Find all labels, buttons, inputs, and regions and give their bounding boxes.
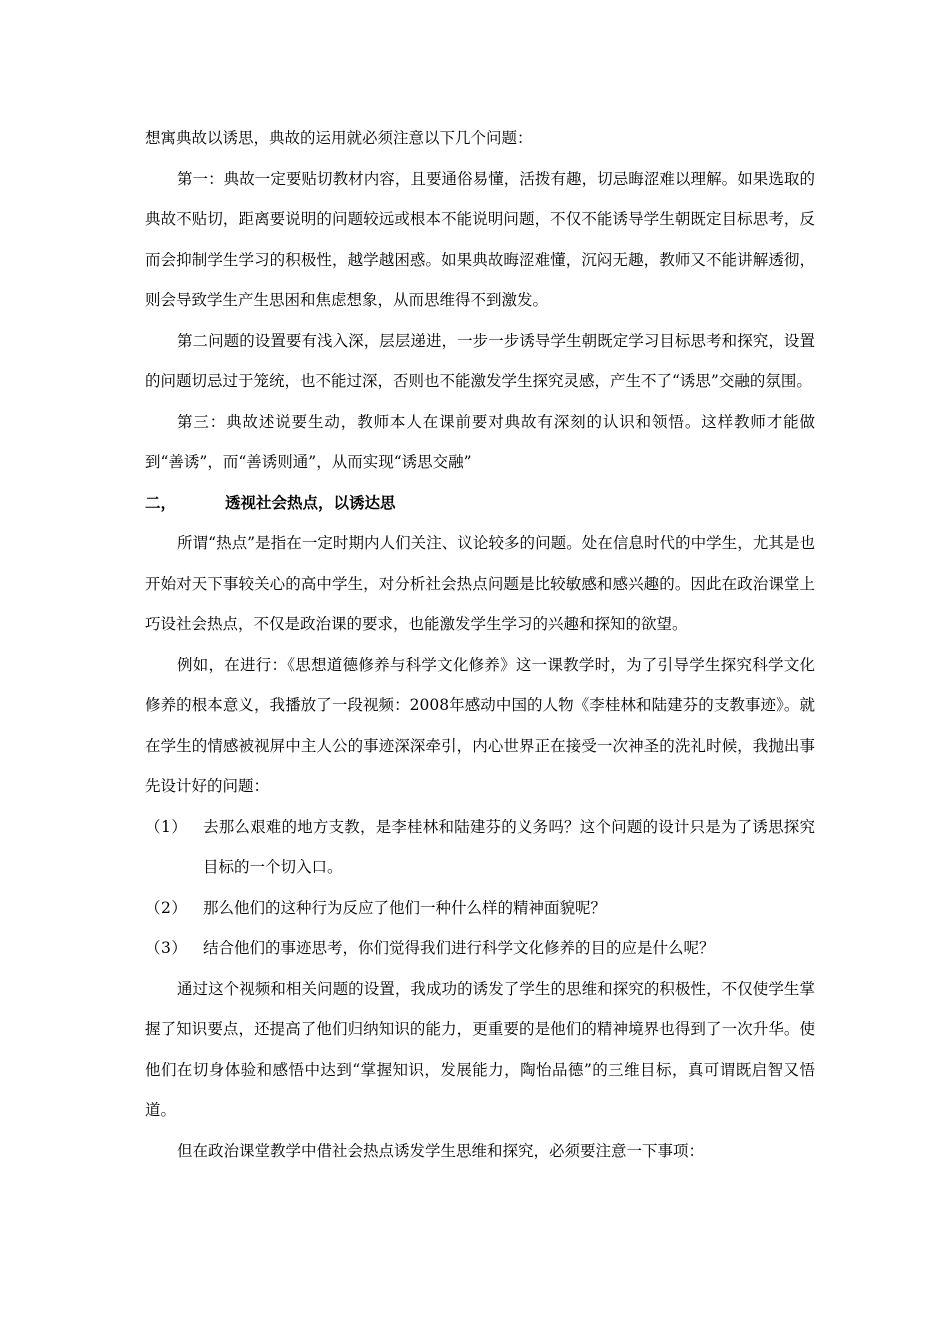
section-number: 二，	[145, 492, 177, 512]
question-text: 去那么艰难的地方支教，是李桂林和陆建芬的义务吗？这个问题的设计只是为了诱思探究目标的一个切入口。	[203, 817, 815, 876]
section-title: 透视社会热点，以诱达思	[225, 492, 396, 512]
result-paragraph: 通过这个视频和相关问题的设置，我成功的诱发了学生的思维和探究的积极性，不仅使学生掌握了知识要点，还提高了他们归纳知识的能力，更重要的是他们的精神境界也得到了一次升华。使他们在切身体验和感悟中达到“掌握知识，发展能力，陶怡品德”的三维目标，真可谓既启智又悟道。	[145, 979, 815, 1119]
intro-paragraph: 想寓典故以诱思，典故的运用就必须注意以下几个问题：	[145, 129, 533, 147]
example-paragraph: 例如，在进行：《思想道德修养与科学文化修养》这一课教学时，为了引导学生探究科学文化修养的根本意义，我播放了一段视频：2008年感动中国的人物《李桂林和陆建芬的支教事迹》。就在学生的情感被视屏中主人公的事迹深深牵引，内心世界正在接受一次神圣的洗礼时候，我抛出事先设计好的问题：	[145, 655, 815, 795]
point-one-paragraph: 第一：典故一定要贴切教材内容，且要通俗易懂，活拨有趣，切忌晦涩难以理解。如果选取的典故不贴切，距离要说明的问题较远或根本不能说明问题，不仅不能诱导学生朝既定目标思考，反而会抑制学生学习的积极性，越学越困惑。如果典故晦涩难懂，沉闷无趣，教师又不能讲解透彻，则会导致学生产生思困和焦虑想象，从而思维得不到激发。	[145, 169, 815, 309]
document-body	[145, 118, 815, 1171]
section-heading	[145, 483, 815, 524]
closing-paragraph: 但在政治课堂教学中借社会热点诱发学生思维和探究，必须要注意一下事项：	[177, 1141, 705, 1160]
question-item	[145, 888, 815, 929]
question-text: 那么他们的这种行为反应了他们一种什么样的精神面貌呢？	[203, 898, 607, 917]
question-text: 结合他们的事迹思考，你们觉得我们进行科学文化修养的目的应是什么呢？	[203, 939, 715, 957]
hotspot-paragraph: 所谓“热点”是指在一定时期内人们关注、议论较多的问题。处在信息时代的中学生，尤其是也开始对天下事较关心的高中学生，对分析社会热点问题是比较敏感和感兴趣的。因此在政治课堂上巧设社会热点，不仅是政治课的要求，也能激发学生学习的兴趣和探知的欲望。	[145, 534, 815, 633]
question-item	[145, 928, 815, 969]
question-number: （2）	[145, 898, 188, 917]
question-number: （1）	[145, 817, 188, 836]
question-item	[145, 807, 815, 888]
point-three-paragraph: 第三：典故述说要生动，教师本人在课前要对典故有深刻的认识和领悟。这样教师才能做到“善诱”，而“善诱则通”，从而实现“诱思交融”	[145, 412, 815, 471]
point-two-paragraph: 第二问题的设置要有浅入深，层层递进，一步一步诱导学生朝既定学习目标思考和探究，设置的问题切忌过于笼统，也不能过深，否则也不能激发学生探究灵感，产生不了“诱思”交融的氛围。	[145, 331, 815, 390]
question-number: （3）	[145, 939, 188, 957]
